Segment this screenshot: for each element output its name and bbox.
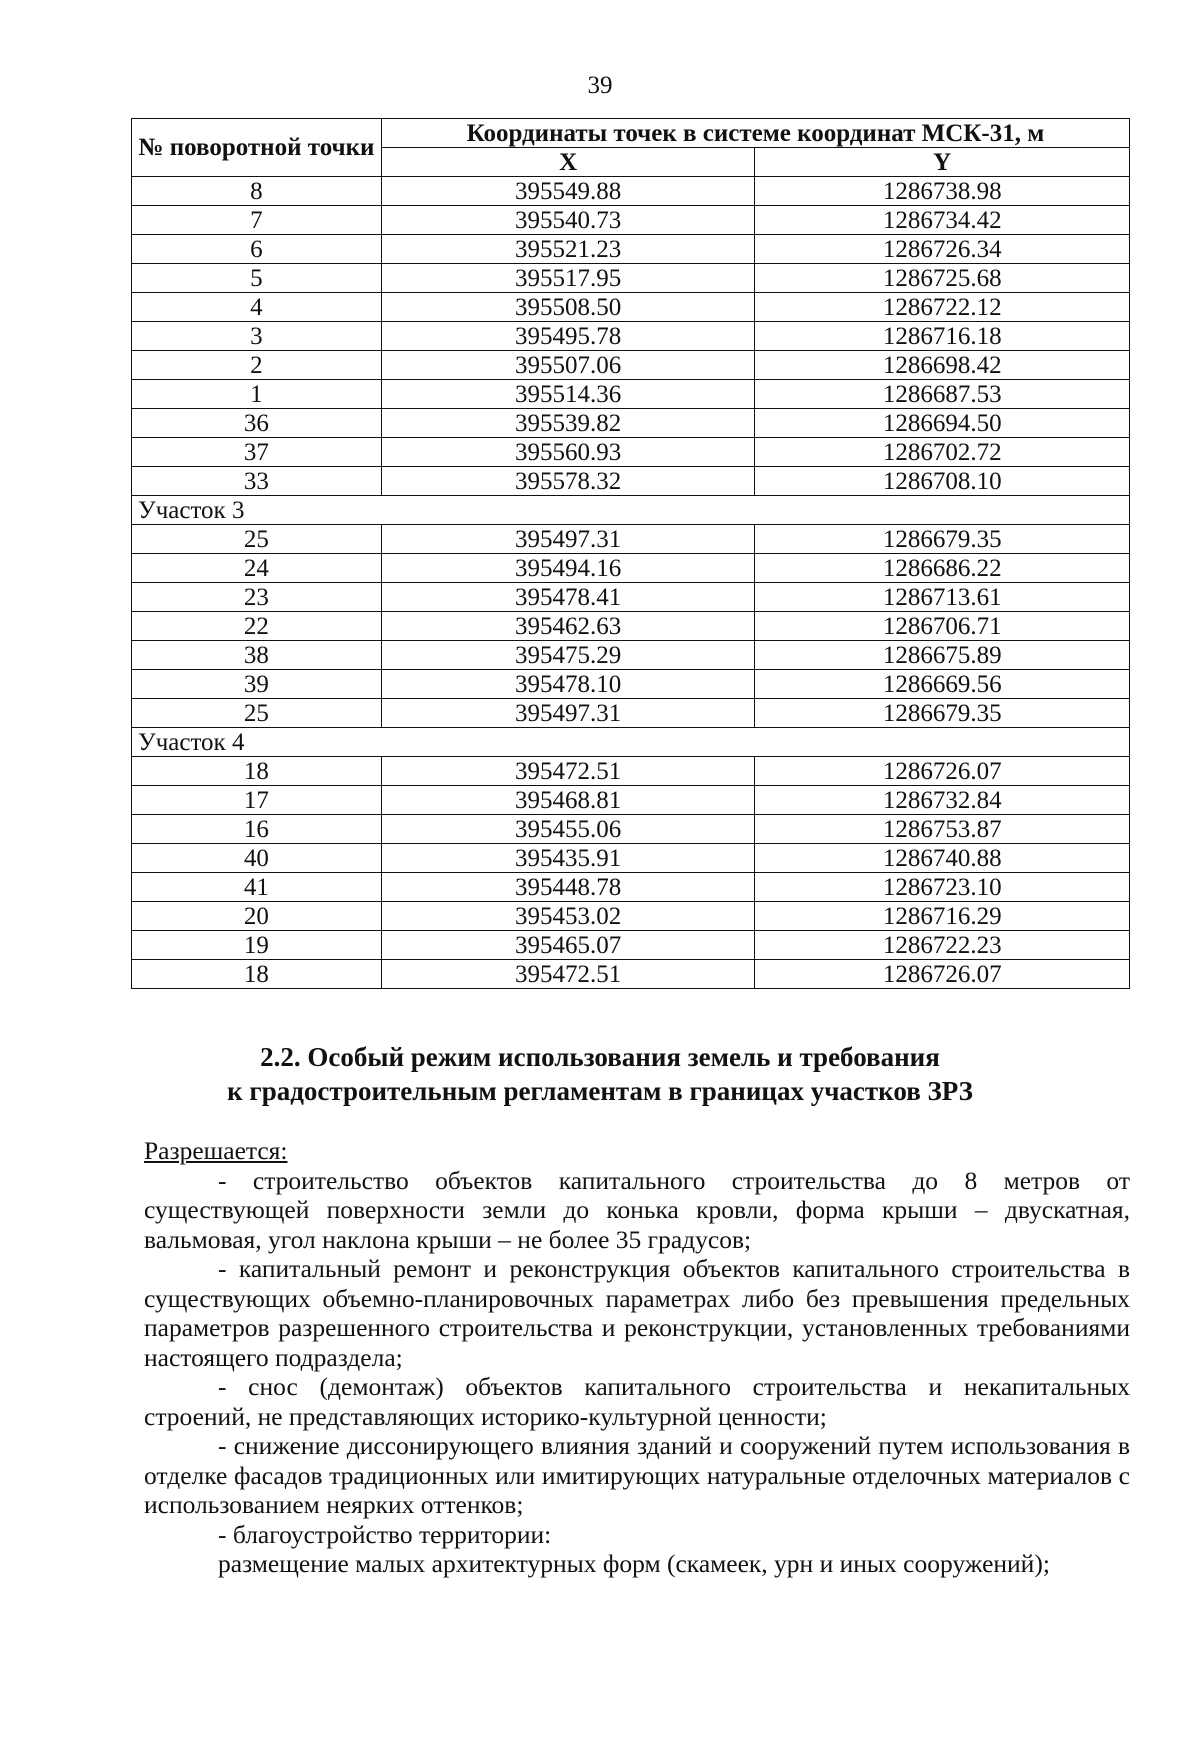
table-row: [132, 467, 1130, 496]
cell-y: 1286726.07: [755, 757, 1130, 786]
cell-point: 40: [132, 844, 382, 873]
cell-point: 8: [132, 177, 382, 206]
cell-y: 1286675.89: [755, 641, 1130, 670]
list-item: - капитальный ремонт и реконструкция объектов капитального строительства в существующих объемно-планировочных параметрах либо без превышения предельных параметров разрешенного строительства и реконструкции, установленных требованиями настоящего подраздела;: [144, 1254, 1130, 1372]
cell-point: 1: [132, 380, 382, 409]
cell-x: 395472.51: [381, 960, 755, 989]
cell-y: 1286716.29: [755, 902, 1130, 931]
section-row: [132, 728, 1130, 757]
body-text: [144, 1136, 1130, 1579]
cell-x: 395478.10: [381, 670, 755, 699]
table-row: [132, 177, 1130, 206]
cell-x: 395468.81: [381, 786, 755, 815]
section-heading-line-2: к градостроительным регламентам в границах участков ЗРЗ: [227, 1076, 973, 1106]
cell-point: 4: [132, 293, 382, 322]
section-label: Участок 3: [132, 496, 1130, 525]
cell-x: 395453.02: [381, 902, 755, 931]
cell-y: 1286679.35: [755, 525, 1130, 554]
cell-y: 1286679.35: [755, 699, 1130, 728]
cell-y: 1286726.34: [755, 235, 1130, 264]
table-row: [132, 641, 1130, 670]
cell-y: 1286669.56: [755, 670, 1130, 699]
cell-point: 17: [132, 786, 382, 815]
cell-x: 395539.82: [381, 409, 755, 438]
cell-x: 395497.31: [381, 699, 755, 728]
table-row: [132, 612, 1130, 641]
cell-y: 1286716.18: [755, 322, 1130, 351]
table-row: [132, 293, 1130, 322]
cell-x: 395462.63: [381, 612, 755, 641]
cell-x: 395514.36: [381, 380, 755, 409]
coordinates-table: [131, 118, 1130, 989]
cell-y: 1286722.23: [755, 931, 1130, 960]
cell-point: 24: [132, 554, 382, 583]
list-item: - благоустройство территории:: [218, 1519, 552, 1549]
header-point: № поворотной точки: [132, 119, 382, 177]
cell-point: 41: [132, 873, 382, 902]
cell-point: 7: [132, 206, 382, 235]
table-row: [132, 554, 1130, 583]
cell-point: 3: [132, 322, 382, 351]
table-row: [132, 815, 1130, 844]
cell-point: 6: [132, 235, 382, 264]
cell-point: 25: [132, 525, 382, 554]
cell-x: 395560.93: [381, 438, 755, 467]
section-label: Участок 4: [132, 728, 1130, 757]
cell-x: 395472.51: [381, 757, 755, 786]
table-row: [132, 438, 1130, 467]
cell-y: 1286734.42: [755, 206, 1130, 235]
table-row: [132, 844, 1130, 873]
list-item: - снижение диссонирующего влияния зданий и сооружений путем использования в отделке фасадов традиционных или имитирующих натуральные отделочных материалов с использованием неярких оттенков;: [144, 1431, 1130, 1519]
header-coordinates: Координаты точек в системе координат МСК-31, м: [381, 119, 1129, 148]
table-row: [132, 322, 1130, 351]
cell-point: 23: [132, 583, 382, 612]
cell-y: 1286722.12: [755, 293, 1130, 322]
cell-y: 1286726.07: [755, 960, 1130, 989]
table-row: [132, 351, 1130, 380]
table-row: [132, 699, 1130, 728]
cell-point: 22: [132, 612, 382, 641]
cell-y: 1286698.42: [755, 351, 1130, 380]
table-row: [132, 960, 1130, 989]
section-heading: [0, 1040, 1200, 1108]
cell-y: 1286713.61: [755, 583, 1130, 612]
cell-x: 395507.06: [381, 351, 755, 380]
cell-point: 16: [132, 815, 382, 844]
cell-point: 18: [132, 757, 382, 786]
cell-x: 395448.78: [381, 873, 755, 902]
cell-y: 1286723.10: [755, 873, 1130, 902]
cell-y: 1286732.84: [755, 786, 1130, 815]
cell-x: 395475.29: [381, 641, 755, 670]
allowed-label: Разрешается:: [144, 1136, 288, 1165]
coordinates-table-body: [132, 177, 1130, 989]
header-x: X: [381, 148, 755, 177]
cell-y: 1286706.71: [755, 612, 1130, 641]
page-number: 39: [587, 72, 613, 99]
table-row: [132, 380, 1130, 409]
cell-point: 37: [132, 438, 382, 467]
table-row: [132, 583, 1130, 612]
table-row: [132, 902, 1130, 931]
cell-y: 1286702.72: [755, 438, 1130, 467]
cell-point: 39: [132, 670, 382, 699]
section-heading-line-1: 2.2. Особый режим использования земель и требования: [260, 1042, 940, 1072]
section-row: [132, 496, 1130, 525]
table-row: [132, 670, 1130, 699]
cell-y: 1286694.50: [755, 409, 1130, 438]
cell-point: 5: [132, 264, 382, 293]
cell-point: 20: [132, 902, 382, 931]
cell-x: 395478.41: [381, 583, 755, 612]
cell-x: 395549.88: [381, 177, 755, 206]
list-item: - строительство объектов капитального строительства до 8 метров от существующей поверхности земли до конька кровли, форма крыши – двускатная, вальмовая, угол наклона крыши – не более 35 градусов;: [144, 1165, 1130, 1254]
header-y: Y: [755, 148, 1130, 177]
cell-y: 1286708.10: [755, 467, 1130, 496]
list-item: - снос (демонтаж) объектов капитального строительства и некапитальных строений, не представляющих историко-культурной ценности;: [144, 1372, 1130, 1431]
cell-point: 38: [132, 641, 382, 670]
cell-x: 395495.78: [381, 322, 755, 351]
cell-point: 19: [132, 931, 382, 960]
cell-x: 395521.23: [381, 235, 755, 264]
cell-y: 1286740.88: [755, 844, 1130, 873]
cell-x: 395465.07: [381, 931, 755, 960]
cell-x: 395508.50: [381, 293, 755, 322]
cell-x: 395517.95: [381, 264, 755, 293]
list-item: размещение малых архитектурных форм (скамеек, урн и иных сооружений);: [218, 1549, 1050, 1578]
table-row: [132, 264, 1130, 293]
cell-y: 1286687.53: [755, 380, 1130, 409]
cell-point: 18: [132, 960, 382, 989]
table-row: [132, 873, 1130, 902]
cell-x: 395497.31: [381, 525, 755, 554]
cell-y: 1286753.87: [755, 815, 1130, 844]
cell-point: 2: [132, 351, 382, 380]
cell-x: 395435.91: [381, 844, 755, 873]
cell-point: 25: [132, 699, 382, 728]
table-row: [132, 757, 1130, 786]
allowed-list: [144, 1166, 1130, 1579]
cell-point: 36: [132, 409, 382, 438]
cell-x: 395540.73: [381, 206, 755, 235]
table-row: [132, 931, 1130, 960]
table-row: [132, 409, 1130, 438]
table-row: [132, 525, 1130, 554]
cell-x: 395494.16: [381, 554, 755, 583]
cell-point: 33: [132, 467, 382, 496]
table-row: [132, 235, 1130, 264]
cell-y: 1286725.68: [755, 264, 1130, 293]
cell-y: 1286738.98: [755, 177, 1130, 206]
cell-x: 395455.06: [381, 815, 755, 844]
table-row: [132, 206, 1130, 235]
cell-x: 395578.32: [381, 467, 755, 496]
table-row: [132, 786, 1130, 815]
cell-y: 1286686.22: [755, 554, 1130, 583]
